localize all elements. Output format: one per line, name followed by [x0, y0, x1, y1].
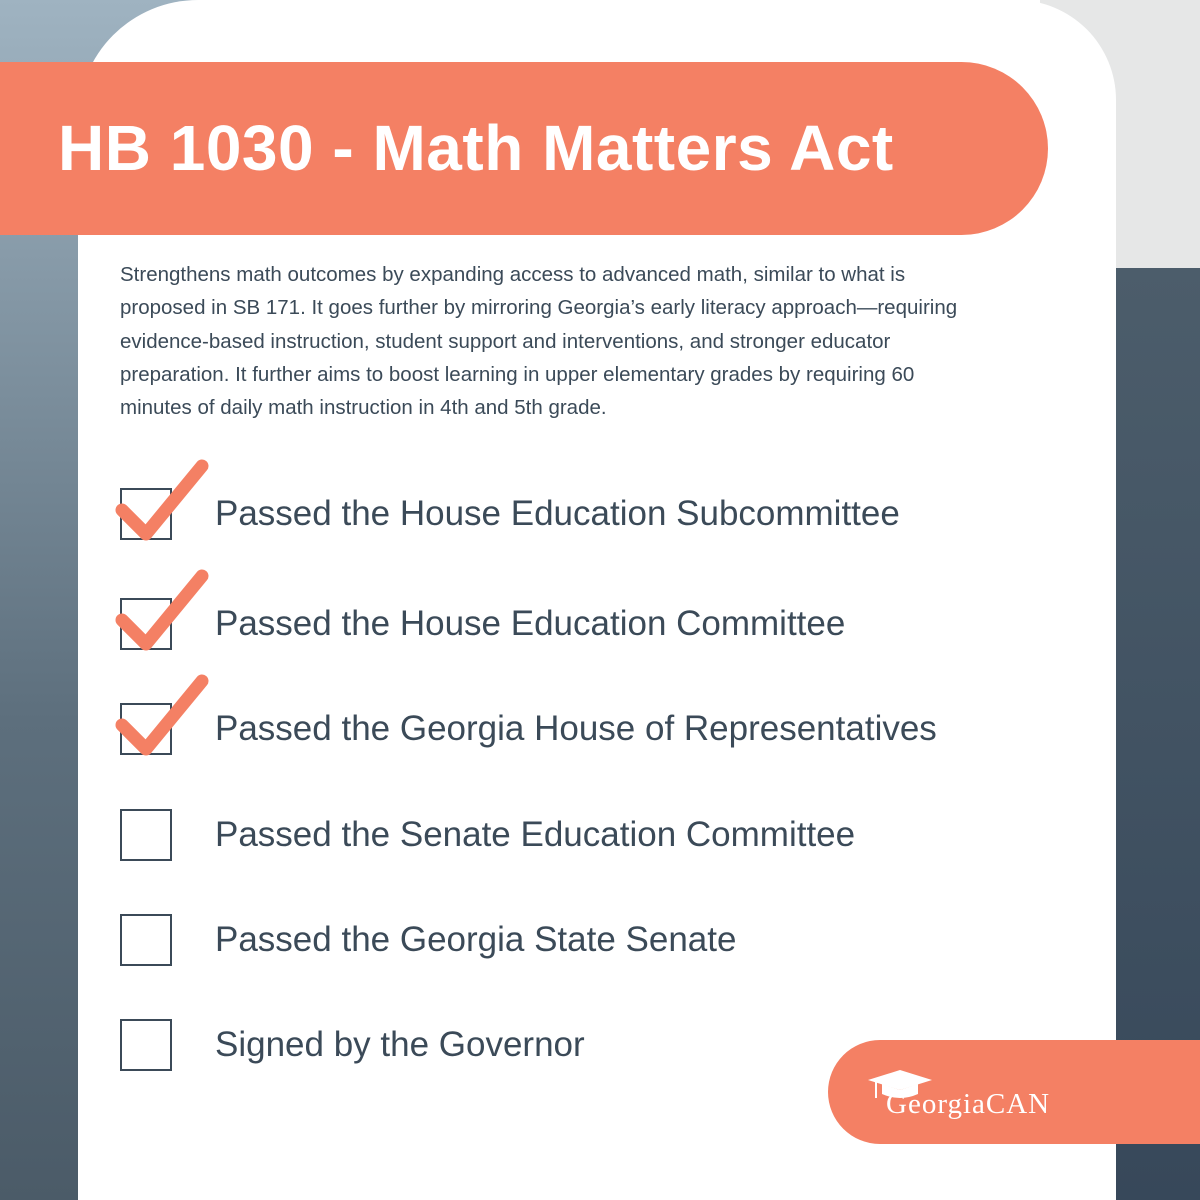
checkbox [120, 1019, 172, 1071]
checklist-item-label: Signed by the Governor [215, 1025, 585, 1064]
checklist-item-label: Passed the House Education Subcommittee [215, 494, 900, 533]
bill-description: Strengthens math outcomes by expanding access to advanced math, similar to what is proposed in SB 171. It goes further by mirroring Georgia’s early literacy approach—requiring evidence-based instruction, student support and interventions, and stronger educator preparation. It further aims to boost learning in upper elementary grades by requiring 60 minutes of daily math instruction in 4th and 5th grade. [120, 263, 958, 420]
checklist-item-label: Passed the Senate Education Committee [215, 815, 856, 854]
title-banner [0, 62, 1048, 235]
checklist-item-label: Passed the Georgia State Senate [215, 920, 737, 959]
page-title: HB 1030 - Math Matters Act [58, 112, 894, 184]
checklist-item [120, 703, 1020, 763]
checkmark-icon [116, 458, 212, 542]
checkmark-icon [116, 568, 212, 652]
checkmark-icon [116, 673, 212, 757]
checkbox [120, 914, 172, 966]
checklist-item-label: Passed the House Education Committee [215, 604, 846, 643]
checklist-item [120, 914, 1020, 974]
checklist-item-label: Passed the Georgia House of Representatives [215, 709, 937, 748]
logo-text: GeorgiaCAN [886, 1088, 1051, 1120]
logo-badge [828, 1040, 1200, 1144]
checklist-item [120, 598, 1020, 658]
checklist-item [120, 809, 1020, 869]
checklist-item [120, 488, 1020, 548]
checkbox [120, 809, 172, 861]
